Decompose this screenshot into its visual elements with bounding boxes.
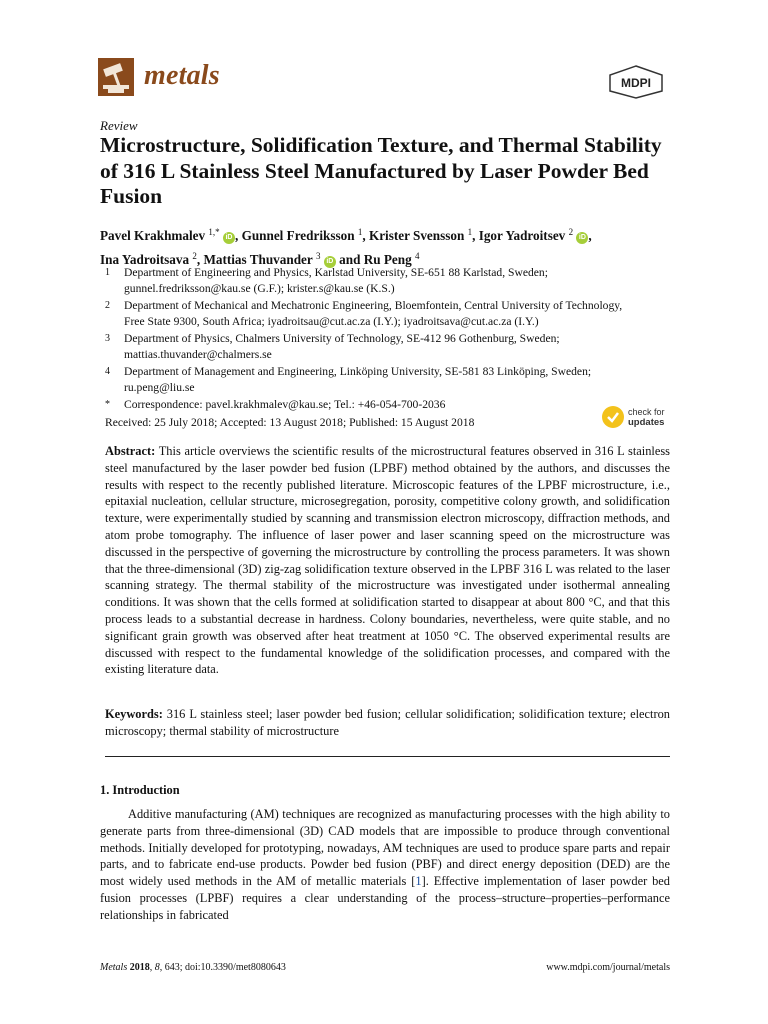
author-affiliation-sup: 2 [192, 251, 197, 261]
affiliation-line: Department of Physics, Chalmers University of Technology, SE-412 96 Gothenburg, Sweden; [124, 332, 560, 345]
footer-volume: 8 [154, 962, 160, 973]
affiliation-text [124, 397, 680, 413]
author-separator: , [196, 252, 204, 267]
author-list [100, 222, 680, 270]
affiliation-item [100, 364, 680, 395]
abstract-text: This article overviews the scientific results of the microstructural features observed in 316 L stainless steel manufactured by the laser powder bed fusion (LPBF) method obtained by the authors, and discusses the results with respect to the recently published literature. Microscopic features of the LPBF microstructure, i.e., epitaxial nucleation, cellular structure, microsegregation, porosity, competitive colony growth, and solidification texture, were experimentally studied by scanning and transmission electron microscopy, diffraction methods, and atom probe tomography. The influence of laser power and laser scanning speed on the microstructure was discussed in the perspective of governing the microstructure by controlling the process parameters. It was shown that the three-dimensional (3D) zig-zag solidification texture observed in the LPBF 316 L was related to the laser scanning strategy. The thermal stability of the microstructure was investigated under isothermal annealing conditions. It was shown that the cells formed at solidification started to disappear at about 800 °C, and that this process leads to a substantial decrease in hardness. Colony boundaries, nevertheless, were quite stable, and no significant grain growth was observed after heat treatment at 1050 °C. The observed experimental results are discussed with respect to the fundamental knowledge of the solidification processes, and compared with the existing literature data. [105, 444, 670, 677]
section-divider [105, 756, 670, 757]
footer-citation: Metals 2018, 8, 643; doi:10.3390/met8080643 [100, 962, 286, 973]
author-separator: , [362, 228, 369, 243]
orcid-icon[interactable]: iD [576, 232, 588, 244]
intro-text-after: ]. Effective implementation of laser powder bed fusion processes (LPBF) requires a clear understanding of the process–structure–properties–performance relationships in fabricated [100, 874, 670, 922]
section-heading: 1. Introduction [100, 783, 180, 797]
footer-year: 2018 [129, 962, 150, 973]
citation-link[interactable]: 1 [415, 874, 422, 889]
article-title: Microstructure, Solidification Texture, and Thermal Stability of 316 L Stainless Steel Manufactured by Laser Powder Bed Fusion [100, 133, 662, 208]
keywords-label: Keywords: [105, 707, 163, 721]
affiliation-number: 4 [105, 366, 110, 377]
affiliation-line: Free State 9300, South Africa; iyadroitsau@cut.ac.za (I.Y.); iyadroitsava@cut.ac.za (I.Y.) [124, 314, 539, 328]
affiliation-text [124, 265, 680, 296]
orcid-icon[interactable]: iD [324, 256, 336, 268]
abstract-label: Abstract: [105, 444, 156, 458]
affiliation-line: Department of Mechanical and Mechatronic Engineering, Bloemfontein, Central University of Technology, [124, 299, 623, 312]
affiliations [100, 265, 680, 415]
affiliation-text [124, 298, 680, 329]
affiliation-number: 3 [105, 333, 110, 344]
journal-logo-icon [98, 58, 134, 96]
introduction-paragraph [100, 806, 670, 924]
orcid-icon[interactable]: iD [223, 232, 235, 244]
footer-journal: Metals [100, 962, 128, 973]
affiliation-line: gunnel.fredriksson@kau.se (G.F.); krister.s@kau.se (K.S.) [124, 281, 395, 295]
check-updates-line2: updates [628, 417, 665, 428]
affiliation-line: Correspondence: pavel.krakhmalev@kau.se; Tel.: +46-054-700-2036 [124, 398, 446, 411]
affiliation-number: * [105, 399, 110, 410]
affiliation-line: ru.peng@liu.se [124, 380, 195, 394]
author-affiliation-sup: 3 [316, 251, 321, 261]
author-name: Gunnel Fredriksson [241, 228, 355, 243]
check-updates-line1: check for [628, 407, 665, 417]
article-type: Review [100, 118, 138, 133]
author-affiliation-sup: 1,* [208, 227, 220, 237]
check-for-updates-badge[interactable] [602, 404, 674, 432]
abstract [105, 443, 670, 678]
author-separator: , [234, 228, 242, 243]
author-affiliation-sup: 1 [467, 227, 473, 237]
mdpi-logo-icon [608, 65, 664, 99]
author-name: Mattias Thuvander [203, 252, 313, 267]
author-name: Ru Peng [363, 252, 412, 267]
affiliation-item [100, 265, 680, 296]
author-name: Pavel Krakhmalev [100, 228, 206, 243]
author-name: Ina Yadroitsava [100, 252, 190, 267]
check-icon [602, 406, 624, 428]
keywords-text: 316 L stainless steel; laser powder bed fusion; cellular solidification; solidification texture; electron microscopy; thermal stability of microstructure [105, 707, 670, 738]
author-name: Krister Svensson [368, 228, 465, 243]
affiliation-item [100, 298, 680, 329]
journal-name: metals [144, 60, 220, 91]
publication-dates: Received: 25 July 2018; Accepted: 13 August 2018; Published: 15 August 2018 [105, 416, 475, 429]
author-affiliation-sup: 1 [357, 227, 363, 237]
keywords [105, 706, 670, 740]
footer-doi: , 643; doi:10.3390/met8080643 [159, 962, 286, 973]
affiliation-text [124, 364, 680, 395]
affiliation-item [100, 331, 680, 362]
affiliation-number: 2 [105, 300, 110, 311]
affiliation-line: mattias.thuvander@chalmers.se [124, 347, 272, 361]
affiliation-item [100, 397, 680, 413]
author-affiliation-sup: 4 [415, 251, 420, 261]
author-separator: , [472, 228, 479, 243]
intro-text-before: Additive manufacturing (AM) techniques are recognized as manufacturing processes with the high ability to generate parts from three-dimensional (3D) CAD models that are impossible to produce through conventional methods. Initially developed for prototyping, nowadays, AM techniques are used to produce spare parts and repair parts, and to fabricate end-use products. Powder bed fusion (PBF) and direct energy deposition (DED) are the most widely used methods in the AM of metallic materials [ [100, 807, 670, 889]
affiliation-text [124, 331, 680, 362]
author-separator: , [588, 228, 592, 243]
author-affiliation-sup: 2 [568, 227, 574, 237]
affiliation-number: 1 [105, 267, 110, 278]
affiliation-line: Department of Management and Engineering, Linköping University, SE-581 83 Linköping, Sweden; [124, 365, 592, 378]
author-separator: and [335, 252, 364, 267]
publisher-name: MDPI [621, 76, 651, 90]
affiliation-line: Department of Engineering and Physics, Karlstad University, SE-651 88 Karlstad, Sweden; [124, 266, 548, 279]
author-name: Igor Yadroitsev [478, 228, 566, 243]
footer-url[interactable]: www.mdpi.com/journal/metals [546, 962, 670, 973]
